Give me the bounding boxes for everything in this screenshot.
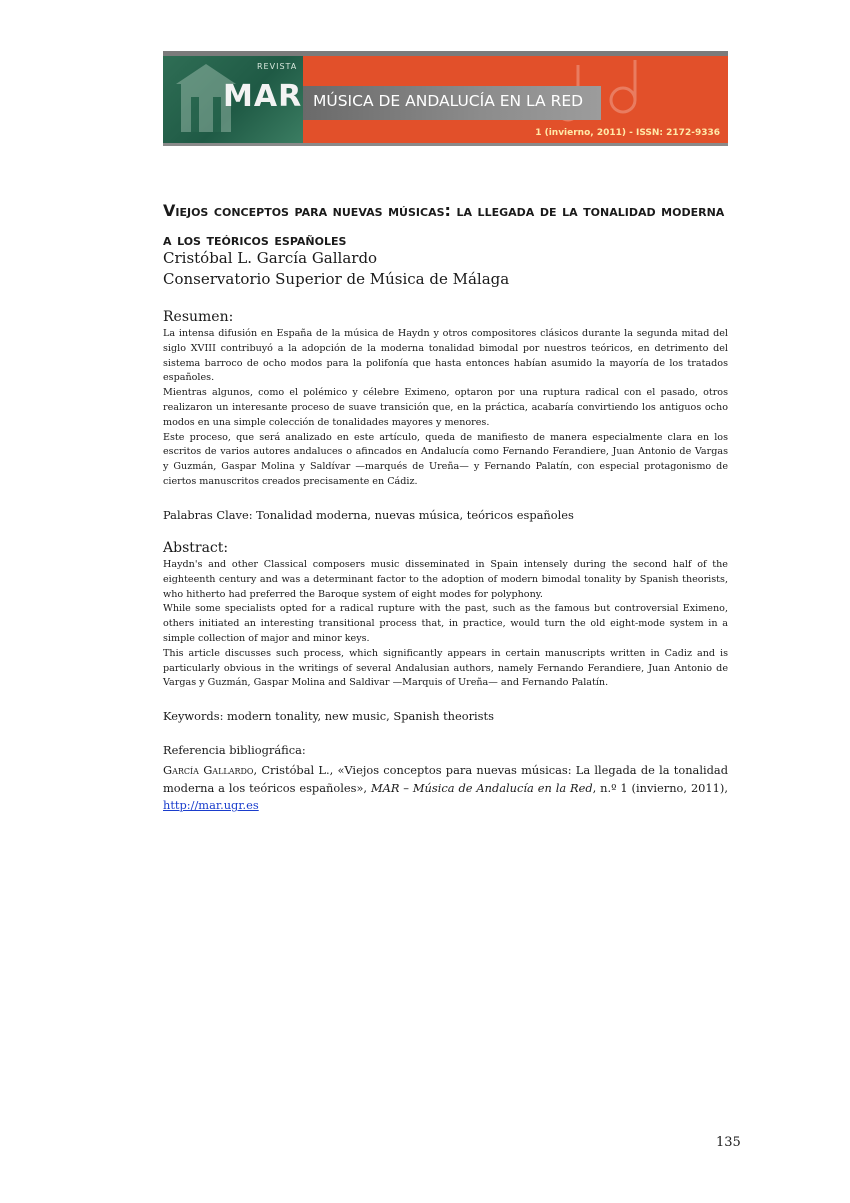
journal-banner — [163, 51, 728, 146]
article-author: Cristóbal L. García Gallardo — [163, 249, 378, 267]
reference-heading: Referencia bibliográfica: — [163, 743, 306, 757]
abstract-heading: Abstract: — [163, 540, 229, 556]
abstract-keywords: Keywords: modern tonality, new music, Spanish theorists — [163, 709, 494, 723]
banner-revista-label: REVISTA — [257, 62, 298, 71]
reference-journal: MAR – Música de Andalucía en la Red — [370, 780, 593, 795]
banner-mar-logo: MAR — [223, 79, 303, 114]
abstract-paragraph: While some specialists opted for a radical rupture with the past, such as the famous but controversial Eximeno, others initiated an interesting transitional process that, in practice, would turn the old eight-mode system in a simple collection of major and minor keys. — [163, 603, 728, 644]
reference-author: García Gallardo — [163, 763, 254, 777]
resumen-heading: Resumen: — [163, 309, 234, 325]
reference-link[interactable]: http://mar.ugr.es — [163, 798, 259, 812]
resumen-paragraph: Mientras algunos, como el polémico y célebre Eximeno, optaron por una ruptura radical con el pasado, otros realizaron un interesante proceso de suave transición que, en la práctica, acabaría convirtiendo los antiguos ocho modos en una simple colección de tonalidades mayores y menores. — [163, 387, 728, 428]
abstract-paragraph: Haydn's and other Classical composers music disseminated in Spain intensely during the second half of the eighteenth century and was a determinant factor to the adoption of modern bimodal tonality by Spanish theorists, who hitherto had preferred the Baroque system of eight modes for polyphony. — [163, 559, 728, 600]
resumen-body — [163, 327, 728, 490]
article-affiliation: Conservatorio Superior de Música de Málaga — [163, 270, 510, 288]
resumen-paragraph: La intensa difusión en España de la música de Haydn y otros compositores clásicos durante la segunda mitad del siglo XVIII contribuyó a la adopción de la moderna tonalidad bimodal por nuestros teóricos, en detrimento del sistema barroco de ocho modos para la polifonía que hasta entonces habían asumido la mayoría de los tratados españoles. — [163, 328, 728, 384]
banner-subtitle: MÚSICA DE ANDALUCÍA EN LA RED — [313, 92, 584, 110]
reference-text: , Cristóbal L., «Viejos conceptos para nuevas músicas: La llegada de la tonalidad moderna a los teóricos españoles», — [163, 763, 728, 795]
reference-text: , n.º 1 (invierno, 2011), — [592, 780, 728, 795]
resumen-paragraph: Este proceso, que será analizado en este artículo, queda de manifiesto de manera especialmente clara en los escritos de varios autores andaluces o afincados en Andalucía como Fernando Ferandiere, Juan Antonio de Vargas y Guzmán, Gaspar Molina y Saldívar —marqués de Ureña— y Fernando Palatín, con especial protagonismo de ciertos manuscritos creados precisamente en Cádiz. — [163, 431, 728, 487]
page-number: 135 — [716, 1135, 741, 1150]
abstract-paragraph: This article discusses such process, which significantly appears in certain manuscripts written in Cadiz and is particularly obvious in the writings of several Andalusian authors, namely Fernando Ferandiere, Juan Antonio de Vargas y Guzmán, Gaspar Molina and Saldivar —Marquis of Ureña— and Fernando Palatín. — [163, 647, 728, 689]
banner-issue: 1 (invierno, 2011) - ISSN: 2172-9336 — [535, 128, 720, 138]
abstract-body — [163, 558, 728, 691]
resumen-keywords: Palabras Clave: Tonalidad moderna, nuevas música, teóricos españoles — [163, 508, 574, 522]
article-title: Viejos conceptos para nuevas músicas: la llegada de la tonalidad moderna a los teóricos españoles — [163, 201, 725, 249]
reference-citation — [163, 762, 728, 815]
